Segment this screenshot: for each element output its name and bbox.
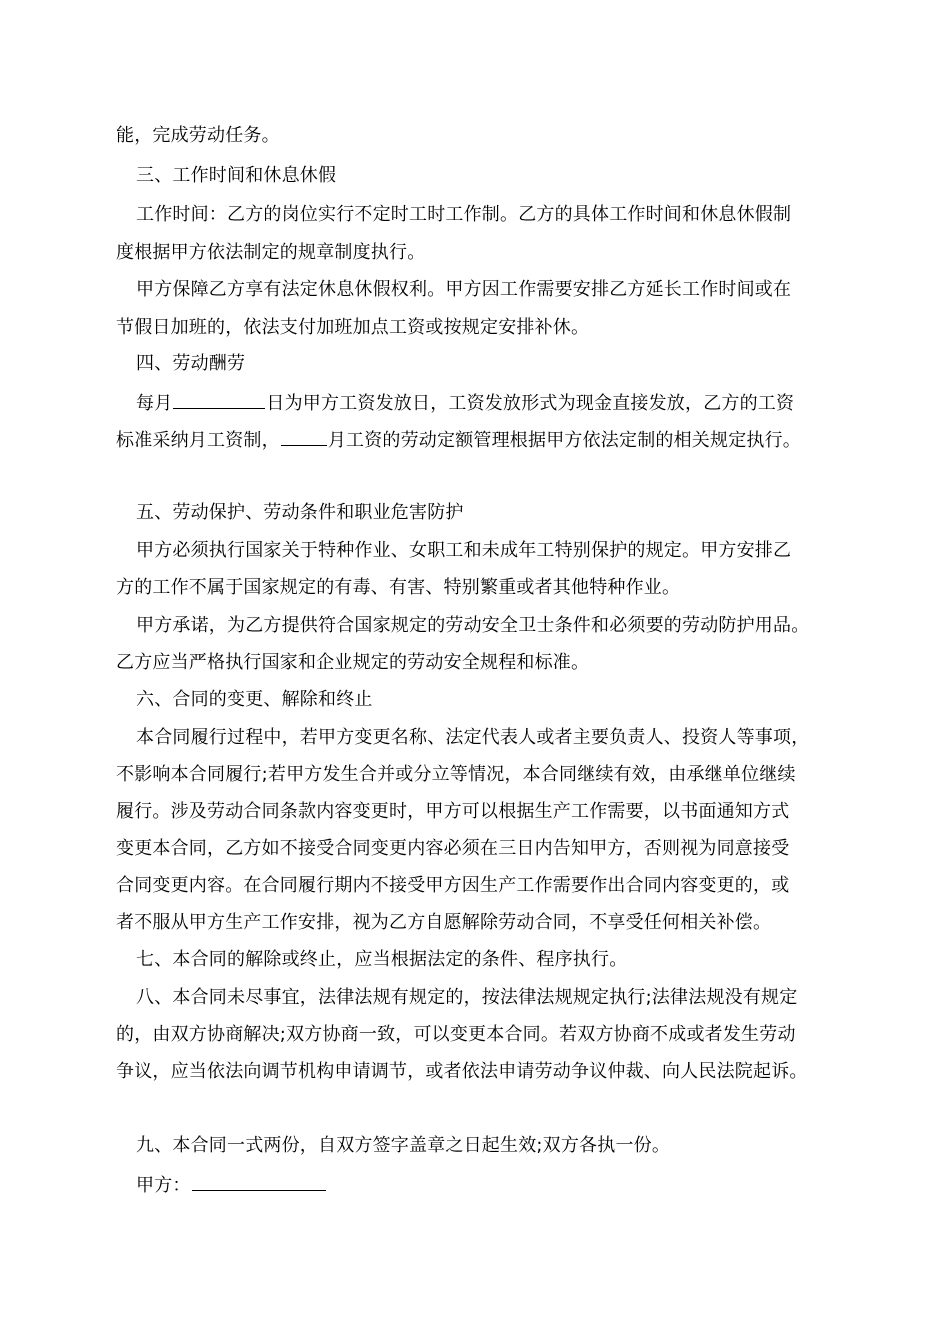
paragraph-line: 能，完成劳动任务。	[116, 125, 280, 146]
paragraph-line: 节假日加班的，依法支付加班加点工资或按规定安排补休。	[116, 317, 590, 338]
month-prefix: 每月	[136, 393, 173, 414]
paragraph-line: 度根据甲方依法制定的规章制度执行。	[116, 242, 426, 263]
paragraph-line: 履行。涉及劳动合同条款内容变更时，甲方可以根据生产工作需要，以书面通知方式	[116, 801, 790, 822]
party-a-label: 甲方：	[136, 1175, 191, 1196]
party-a-signature-line	[136, 1172, 327, 1198]
paragraph-line: 者不服从甲方生产工作安排，视为乙方自愿解除劳动合同，不享受任何相关补偿。	[116, 912, 772, 933]
section-heading-3: 三、工作时间和休息休假	[136, 165, 337, 186]
paragraph-line: 变更本合同，乙方如不接受合同变更内容必须在三日内告知甲方，否则视为同意接受	[116, 838, 790, 859]
paragraph-line: 的，由双方协商解决;双方协商一致，可以变更本合同。若双方协商不成或者发生劳动	[116, 1024, 796, 1045]
paragraph-line: 本合同履行过程中，若甲方变更名称、法定代表人或者主要负责人、投资人等事项，	[136, 727, 810, 748]
salary-amount-blank[interactable]	[281, 427, 327, 446]
section-heading-7: 七、本合同的解除或终止，应当根据法定的条件、程序执行。	[136, 949, 628, 970]
paragraph-line: 合同变更内容。在合同履行期内不接受甲方因生产工作需要作出合同内容变更的，或	[116, 875, 790, 896]
paragraph-line: 方的工作不属于国家规定的有毒、有害、特别繁重或者其他特种作业。	[116, 577, 681, 598]
paragraph-line: 甲方必须执行国家关于特种作业、女职工和未成年工特别保护的规定。甲方安排乙	[136, 540, 792, 561]
paragraph-line: 甲方承诺，为乙方提供符合国家规定的劳动安全卫士条件和必须要的劳动防护用品。	[136, 615, 810, 636]
salary-day-line	[136, 390, 794, 416]
paragraph-line: 甲方保障乙方享有法定休息休假权利。甲方因工作需要安排乙方延长工作时间或在	[136, 279, 792, 300]
paragraph-line: 工作时间：乙方的岗位实行不定时工时工作制。乙方的具体工作时间和休息休假制	[136, 204, 792, 225]
salary-standard-line	[116, 427, 801, 453]
salary-standard-text: 标准采纳月工资制，	[116, 430, 280, 451]
section-heading-9: 九、本合同一式两份，自双方签字盖章之日起生效;双方各执一份。	[136, 1135, 671, 1156]
paragraph-line: 不影响本合同履行;若甲方发生合并或分立等情况，本合同继续有效，由承继单位继续	[116, 764, 796, 785]
party-a-signature-blank[interactable]	[192, 1172, 326, 1191]
salary-quota-text: 月工资的劳动定额管理根据甲方依法定制的相关规定执行。	[327, 430, 802, 451]
section-heading-8: 八、本合同未尽事宜，法律法规有规定的，按法律法规规定执行;法律法规没有规定	[136, 987, 798, 1008]
paragraph-line: 乙方应当严格执行国家和企业规定的劳动安全规程和标准。	[116, 652, 590, 673]
section-heading-6: 六、合同的变更、解除和终止	[136, 689, 373, 710]
section-heading-5: 五、劳动保护、劳动条件和职业危害防护	[136, 502, 464, 523]
pay-day-blank[interactable]	[173, 390, 265, 409]
salary-day-text: 日为甲方工资发放日，工资发放形式为现金直接发放，乙方的工资	[266, 393, 795, 414]
paragraph-line: 争议，应当依法向调节机构申请调节，或者依法申请劳动争议仲裁、向人民法院起诉。	[116, 1061, 808, 1082]
section-heading-4: 四、劳动酬劳	[136, 353, 246, 374]
